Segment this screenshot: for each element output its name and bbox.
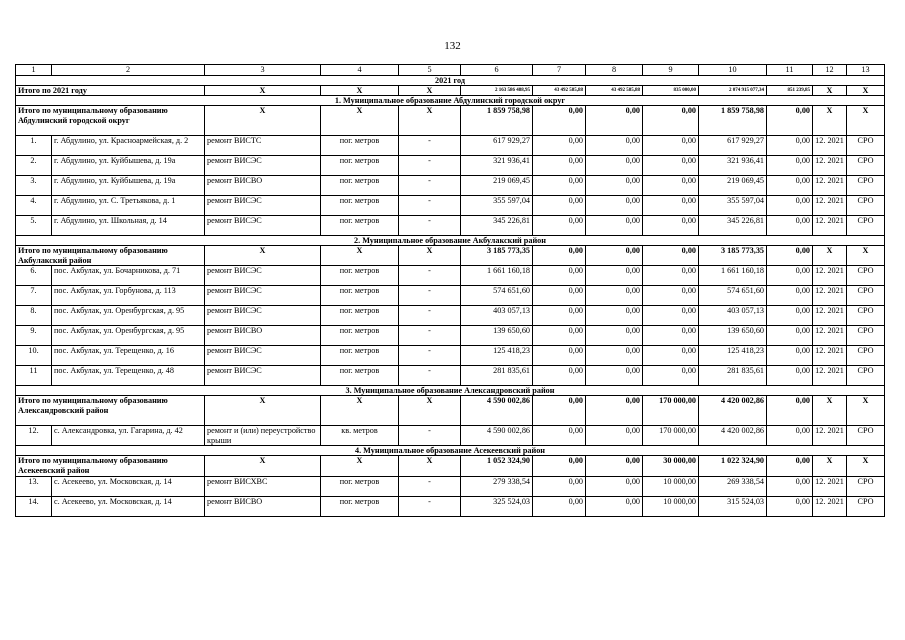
row-work-type: ремонт и (или) переустройство крыши bbox=[205, 426, 321, 446]
section-total-cell: X bbox=[321, 456, 399, 476]
row-work-type: ремонт ВИСЭС bbox=[205, 266, 321, 286]
row-cell: 0,00 bbox=[533, 306, 586, 326]
table-row bbox=[16, 426, 885, 446]
section-total-cell: X bbox=[321, 396, 399, 426]
section-header-row bbox=[16, 446, 885, 456]
row-cell: 12. 2021 bbox=[813, 156, 847, 176]
year-total-label: Итого по 2021 году bbox=[16, 86, 205, 96]
repair-schedule-table bbox=[15, 64, 885, 517]
table-row bbox=[16, 366, 885, 386]
section-total-cell: 0,00 bbox=[586, 396, 643, 426]
row-cell: - bbox=[399, 136, 461, 156]
year-total-cell: X bbox=[399, 86, 461, 96]
row-address: г. Абдулино, ул. Куйбышева, д. 19а bbox=[52, 176, 205, 196]
row-unit: пог. метров bbox=[321, 496, 399, 516]
section-total-cell: 0,00 bbox=[586, 246, 643, 266]
row-address: пос. Акбулак, ул. Горбунова, д. 113 bbox=[52, 286, 205, 306]
row-cell: 4 590 002,86 bbox=[461, 426, 533, 446]
row-cell: 0,00 bbox=[767, 286, 813, 306]
row-cell: 281 835,61 bbox=[461, 366, 533, 386]
section-total-cell: X bbox=[813, 246, 847, 266]
row-unit: пог. метров bbox=[321, 176, 399, 196]
row-work-type: ремонт ВИСТС bbox=[205, 136, 321, 156]
row-cell: 0,00 bbox=[533, 196, 586, 216]
row-cell: 0,00 bbox=[533, 156, 586, 176]
year-total-cell: 835 000,00 bbox=[643, 86, 699, 96]
row-cell: 0,00 bbox=[767, 306, 813, 326]
section-total-cell: 0,00 bbox=[767, 106, 813, 136]
row-work-type: ремонт ВИСЭС bbox=[205, 216, 321, 236]
row-unit: пог. метров bbox=[321, 476, 399, 496]
row-cell: 12. 2021 bbox=[813, 366, 847, 386]
section-total-cell: 0,00 bbox=[533, 246, 586, 266]
row-cell: 281 835,61 bbox=[699, 366, 767, 386]
row-cell: 0,00 bbox=[643, 156, 699, 176]
row-address: г. Абдулино, ул. С. Третьякова, д. 1 bbox=[52, 196, 205, 216]
section-total-cell: 0,00 bbox=[586, 456, 643, 476]
row-cell: 4 420 002,86 bbox=[699, 426, 767, 446]
row-cell: 0,00 bbox=[767, 366, 813, 386]
row-cell: - bbox=[399, 426, 461, 446]
row-cell: 321 936,41 bbox=[699, 156, 767, 176]
row-cell: 12. 2021 bbox=[813, 326, 847, 346]
row-cell: 0,00 bbox=[767, 476, 813, 496]
row-address: г. Абдулино, ул. Школьная, д. 14 bbox=[52, 216, 205, 236]
section-total-cell: 30 000,00 bbox=[643, 456, 699, 476]
row-cell: 0,00 bbox=[533, 326, 586, 346]
section-total-cell: 3 185 773,35 bbox=[699, 246, 767, 266]
row-cell: 0,00 bbox=[586, 176, 643, 196]
section-total-cell: 1 859 758,98 bbox=[461, 106, 533, 136]
section-total-label: Итого по муниципальному образованию Акбулакский район bbox=[16, 246, 205, 266]
row-cell: 0,00 bbox=[643, 366, 699, 386]
row-cell: 10 000,00 bbox=[643, 476, 699, 496]
table-row bbox=[16, 216, 885, 236]
section-header-row bbox=[16, 386, 885, 396]
section-total-label: Итого по муниципальному образованию Асекеевский район bbox=[16, 456, 205, 476]
row-unit: пог. метров bbox=[321, 216, 399, 236]
row-number: 1. bbox=[16, 136, 52, 156]
row-address: пос. Акбулак, ул. Оренбургская, д. 95 bbox=[52, 326, 205, 346]
section-total-cell: 1 022 324,90 bbox=[699, 456, 767, 476]
row-cell: 0,00 bbox=[533, 366, 586, 386]
section-total-cell: X bbox=[205, 106, 321, 136]
row-cell: 617 929,27 bbox=[461, 136, 533, 156]
row-cell: 321 936,41 bbox=[461, 156, 533, 176]
section-total-cell: X bbox=[847, 246, 885, 266]
column-number: 1 bbox=[16, 65, 52, 76]
row-cell: 0,00 bbox=[767, 176, 813, 196]
row-number: 3. bbox=[16, 176, 52, 196]
row-cell: 0,00 bbox=[767, 426, 813, 446]
row-cell: 1 661 160,18 bbox=[461, 266, 533, 286]
row-address: пос. Акбулак, ул. Терещенко, д. 16 bbox=[52, 346, 205, 366]
row-cell: 0,00 bbox=[533, 176, 586, 196]
column-number: 3 bbox=[205, 65, 321, 76]
year-total-cell: X bbox=[205, 86, 321, 96]
year-total-cell: 2 074 915 077,34 bbox=[699, 86, 767, 96]
row-cell: 0,00 bbox=[586, 326, 643, 346]
row-cell: 269 338,54 bbox=[699, 476, 767, 496]
table-row bbox=[16, 286, 885, 306]
row-cell: 0,00 bbox=[586, 216, 643, 236]
section-total-cell: 1 052 324,90 bbox=[461, 456, 533, 476]
row-cell: 0,00 bbox=[586, 366, 643, 386]
row-work-type: ремонт ВИСЭС bbox=[205, 366, 321, 386]
row-cell: 0,00 bbox=[643, 346, 699, 366]
row-cell: 279 338,54 bbox=[461, 476, 533, 496]
section-title: 1. Муниципальное образование Абдулинский городской округ bbox=[16, 96, 885, 106]
section-total-cell: 0,00 bbox=[767, 396, 813, 426]
table-row bbox=[16, 156, 885, 176]
row-address: г. Абдулино, ул. Красноармейская, д. 2 bbox=[52, 136, 205, 156]
row-cell: 0,00 bbox=[767, 196, 813, 216]
section-title: 4. Муниципальное образование Асекеевский район bbox=[16, 446, 885, 456]
row-cell: СРО bbox=[847, 196, 885, 216]
row-cell: 0,00 bbox=[533, 286, 586, 306]
column-number: 10 bbox=[699, 65, 767, 76]
row-number: 10. bbox=[16, 346, 52, 366]
row-cell: - bbox=[399, 286, 461, 306]
row-work-type: ремонт ВИСВО bbox=[205, 496, 321, 516]
row-cell: - bbox=[399, 366, 461, 386]
row-unit: пог. метров bbox=[321, 266, 399, 286]
row-cell: СРО bbox=[847, 156, 885, 176]
row-cell: 617 929,27 bbox=[699, 136, 767, 156]
row-cell: 0,00 bbox=[586, 196, 643, 216]
section-total-cell: 0,00 bbox=[533, 456, 586, 476]
row-cell: СРО bbox=[847, 326, 885, 346]
row-number: 11 bbox=[16, 366, 52, 386]
row-cell: - bbox=[399, 496, 461, 516]
row-cell: 0,00 bbox=[533, 496, 586, 516]
row-address: пос. Акбулак, ул. Оренбургская, д. 95 bbox=[52, 306, 205, 326]
row-cell: 12. 2021 bbox=[813, 496, 847, 516]
section-header-row bbox=[16, 96, 885, 106]
row-cell: СРО bbox=[847, 496, 885, 516]
row-work-type: ремонт ВИСЭС bbox=[205, 306, 321, 326]
section-total-cell: X bbox=[321, 106, 399, 136]
row-number: 4. bbox=[16, 196, 52, 216]
year-total-cell: 43 492 585,88 bbox=[586, 86, 643, 96]
section-total-cell: X bbox=[205, 246, 321, 266]
year-total-cell: X bbox=[813, 86, 847, 96]
row-cell: 139 650,60 bbox=[461, 326, 533, 346]
row-cell: 355 597,04 bbox=[461, 196, 533, 216]
row-cell: 0,00 bbox=[643, 136, 699, 156]
section-total-label: Итого по муниципальному образованию Абдулинский городской округ bbox=[16, 106, 205, 136]
row-cell: 0,00 bbox=[586, 346, 643, 366]
row-cell: СРО bbox=[847, 216, 885, 236]
row-cell: 1 661 160,18 bbox=[699, 266, 767, 286]
column-number: 12 bbox=[813, 65, 847, 76]
row-cell: 0,00 bbox=[643, 196, 699, 216]
section-total-row bbox=[16, 396, 885, 426]
row-unit: пог. метров bbox=[321, 156, 399, 176]
row-cell: 0,00 bbox=[533, 476, 586, 496]
row-cell: 219 069,45 bbox=[699, 176, 767, 196]
row-cell: 0,00 bbox=[586, 496, 643, 516]
row-address: пос. Акбулак, ул. Бочарникова, д. 71 bbox=[52, 266, 205, 286]
section-total-cell: X bbox=[847, 456, 885, 476]
table-row bbox=[16, 306, 885, 326]
section-total-cell: X bbox=[399, 246, 461, 266]
year-total-cell: X bbox=[321, 86, 399, 96]
row-cell: 0,00 bbox=[586, 156, 643, 176]
table-row bbox=[16, 196, 885, 216]
section-total-cell: 0,00 bbox=[533, 106, 586, 136]
row-cell: СРО bbox=[847, 306, 885, 326]
section-total-cell: X bbox=[205, 456, 321, 476]
row-cell: 0,00 bbox=[767, 216, 813, 236]
row-cell: 12. 2021 bbox=[813, 176, 847, 196]
row-cell: СРО bbox=[847, 476, 885, 496]
section-total-cell: 0,00 bbox=[586, 106, 643, 136]
row-cell: 12. 2021 bbox=[813, 426, 847, 446]
row-cell: 315 524,03 bbox=[699, 496, 767, 516]
row-cell: 0,00 bbox=[643, 266, 699, 286]
year-header: 2021 год bbox=[16, 76, 885, 86]
row-cell: 0,00 bbox=[533, 266, 586, 286]
row-cell: - bbox=[399, 346, 461, 366]
section-total-cell: 0,00 bbox=[533, 396, 586, 426]
row-address: пос. Акбулак, ул. Терещенко, д. 48 bbox=[52, 366, 205, 386]
row-cell: 12. 2021 bbox=[813, 266, 847, 286]
row-work-type: ремонт ВИСВО bbox=[205, 176, 321, 196]
section-total-cell: 0,00 bbox=[767, 456, 813, 476]
row-cell: СРО bbox=[847, 286, 885, 306]
row-number: 7. bbox=[16, 286, 52, 306]
row-cell: 125 418,23 bbox=[699, 346, 767, 366]
section-total-cell: X bbox=[205, 396, 321, 426]
row-cell: 219 069,45 bbox=[461, 176, 533, 196]
row-cell: 0,00 bbox=[767, 136, 813, 156]
row-number: 5. bbox=[16, 216, 52, 236]
row-cell: СРО bbox=[847, 266, 885, 286]
row-number: 6. bbox=[16, 266, 52, 286]
row-cell: - bbox=[399, 306, 461, 326]
row-cell: 0,00 bbox=[767, 156, 813, 176]
year-total-cell: 43 492 585,88 bbox=[533, 86, 586, 96]
section-header-row bbox=[16, 236, 885, 246]
row-cell: 0,00 bbox=[643, 326, 699, 346]
row-unit: пог. метров bbox=[321, 306, 399, 326]
row-cell: 0,00 bbox=[586, 136, 643, 156]
row-address: с. Александровка, ул. Гагарина, д. 42 bbox=[52, 426, 205, 446]
row-cell: - bbox=[399, 176, 461, 196]
row-cell: 574 651,60 bbox=[699, 286, 767, 306]
row-cell: СРО bbox=[847, 136, 885, 156]
row-cell: - bbox=[399, 156, 461, 176]
page-number: 132 bbox=[444, 40, 461, 52]
section-total-cell: 170 000,00 bbox=[643, 396, 699, 426]
table-row bbox=[16, 496, 885, 516]
row-cell: 0,00 bbox=[533, 346, 586, 366]
section-title: 2. Муниципальное образование Акбулакский район bbox=[16, 236, 885, 246]
row-cell: 12. 2021 bbox=[813, 306, 847, 326]
column-number: 2 bbox=[52, 65, 205, 76]
row-unit: пог. метров bbox=[321, 346, 399, 366]
section-total-row bbox=[16, 456, 885, 476]
table-row bbox=[16, 346, 885, 366]
section-total-cell: 4 420 002,86 bbox=[699, 396, 767, 426]
column-number: 11 bbox=[767, 65, 813, 76]
section-total-cell: X bbox=[399, 106, 461, 136]
section-total-cell: X bbox=[813, 106, 847, 136]
column-number: 4 bbox=[321, 65, 399, 76]
row-cell: 345 226,81 bbox=[699, 216, 767, 236]
row-cell: 170 000,00 bbox=[643, 426, 699, 446]
row-cell: 0,00 bbox=[586, 426, 643, 446]
row-cell: - bbox=[399, 266, 461, 286]
row-cell: 0,00 bbox=[643, 286, 699, 306]
section-total-cell: X bbox=[813, 396, 847, 426]
section-total-cell: 0,00 bbox=[767, 246, 813, 266]
row-number: 13. bbox=[16, 476, 52, 496]
table-row bbox=[16, 476, 885, 496]
row-cell: 403 057,13 bbox=[461, 306, 533, 326]
row-cell: 12. 2021 bbox=[813, 196, 847, 216]
row-cell: 125 418,23 bbox=[461, 346, 533, 366]
row-cell: 0,00 bbox=[643, 216, 699, 236]
row-number: 12. bbox=[16, 426, 52, 446]
section-total-cell: X bbox=[399, 456, 461, 476]
section-total-cell: 3 185 773,35 bbox=[461, 246, 533, 266]
row-unit: пог. метров bbox=[321, 136, 399, 156]
row-number: 8. bbox=[16, 306, 52, 326]
section-total-cell: 0,00 bbox=[643, 106, 699, 136]
row-work-type: ремонт ВИСХВС bbox=[205, 476, 321, 496]
column-number: 9 bbox=[643, 65, 699, 76]
year-header-row bbox=[16, 76, 885, 86]
row-cell: 0,00 bbox=[533, 426, 586, 446]
row-cell: 139 650,60 bbox=[699, 326, 767, 346]
row-cell: СРО bbox=[847, 366, 885, 386]
row-unit: пог. метров bbox=[321, 366, 399, 386]
section-total-cell: X bbox=[399, 396, 461, 426]
row-cell: СРО bbox=[847, 346, 885, 366]
row-cell: 0,00 bbox=[767, 496, 813, 516]
column-number-row bbox=[16, 65, 885, 76]
row-cell: 0,00 bbox=[643, 176, 699, 196]
year-total-cell: 851 239,85 bbox=[767, 86, 813, 96]
row-cell: 403 057,13 bbox=[699, 306, 767, 326]
row-number: 2. bbox=[16, 156, 52, 176]
row-cell: 0,00 bbox=[586, 306, 643, 326]
column-number: 6 bbox=[461, 65, 533, 76]
row-cell: СРО bbox=[847, 426, 885, 446]
row-unit: кв. метров bbox=[321, 426, 399, 446]
row-unit: пог. метров bbox=[321, 326, 399, 346]
section-total-cell: X bbox=[847, 396, 885, 426]
row-number: 9. bbox=[16, 326, 52, 346]
row-cell: - bbox=[399, 476, 461, 496]
table-row bbox=[16, 176, 885, 196]
row-cell: 0,00 bbox=[767, 326, 813, 346]
row-cell: 574 651,60 bbox=[461, 286, 533, 306]
section-total-cell: X bbox=[847, 106, 885, 136]
row-address: с. Асекеево, ул. Московская, д. 14 bbox=[52, 496, 205, 516]
row-address: с. Асекеево, ул. Московская, д. 14 bbox=[52, 476, 205, 496]
column-number: 8 bbox=[586, 65, 643, 76]
row-work-type: ремонт ВИСЭС bbox=[205, 156, 321, 176]
section-total-cell: 4 590 002,86 bbox=[461, 396, 533, 426]
row-cell: 12. 2021 bbox=[813, 136, 847, 156]
table-body bbox=[16, 65, 885, 517]
row-cell: 12. 2021 bbox=[813, 216, 847, 236]
row-cell: 0,00 bbox=[767, 346, 813, 366]
row-cell: 355 597,04 bbox=[699, 196, 767, 216]
row-work-type: ремонт ВИСВО bbox=[205, 326, 321, 346]
year-total-cell: X bbox=[847, 86, 885, 96]
row-cell: СРО bbox=[847, 176, 885, 196]
row-cell: - bbox=[399, 216, 461, 236]
row-cell: 12. 2021 bbox=[813, 476, 847, 496]
row-work-type: ремонт ВИСЭС bbox=[205, 346, 321, 366]
section-title: 3. Муниципальное образование Александровский район bbox=[16, 386, 885, 396]
row-address: г. Абдулино, ул. Куйбышева, д. 19а bbox=[52, 156, 205, 176]
column-number: 7 bbox=[533, 65, 586, 76]
row-cell: 10 000,00 bbox=[643, 496, 699, 516]
section-total-label: Итого по муниципальному образованию Александровский район bbox=[16, 396, 205, 426]
column-number: 5 bbox=[399, 65, 461, 76]
section-total-row bbox=[16, 106, 885, 136]
row-cell: 12. 2021 bbox=[813, 346, 847, 366]
row-cell: 0,00 bbox=[767, 266, 813, 286]
table-row bbox=[16, 326, 885, 346]
row-number: 14. bbox=[16, 496, 52, 516]
row-work-type: ремонт ВИСЭС bbox=[205, 196, 321, 216]
row-cell: 12. 2021 bbox=[813, 286, 847, 306]
column-number: 13 bbox=[847, 65, 885, 76]
row-work-type: ремонт ВИСЭС bbox=[205, 286, 321, 306]
row-cell: 0,00 bbox=[586, 286, 643, 306]
year-total-row bbox=[16, 86, 885, 96]
section-total-cell: X bbox=[321, 246, 399, 266]
row-cell: 0,00 bbox=[643, 306, 699, 326]
row-cell: 0,00 bbox=[533, 136, 586, 156]
section-total-cell: X bbox=[813, 456, 847, 476]
row-cell: - bbox=[399, 196, 461, 216]
row-unit: пог. метров bbox=[321, 286, 399, 306]
row-cell: 345 226,81 bbox=[461, 216, 533, 236]
row-cell: 0,00 bbox=[586, 476, 643, 496]
row-cell: 0,00 bbox=[586, 266, 643, 286]
year-total-cell: 2 163 586 488,95 bbox=[461, 86, 533, 96]
row-unit: пог. метров bbox=[321, 196, 399, 216]
row-cell: 325 524,03 bbox=[461, 496, 533, 516]
section-total-cell: 1 859 758,98 bbox=[699, 106, 767, 136]
row-cell: 0,00 bbox=[533, 216, 586, 236]
table-row bbox=[16, 266, 885, 286]
section-total-row bbox=[16, 246, 885, 266]
row-cell: - bbox=[399, 326, 461, 346]
table-row bbox=[16, 136, 885, 156]
section-total-cell: 0,00 bbox=[643, 246, 699, 266]
